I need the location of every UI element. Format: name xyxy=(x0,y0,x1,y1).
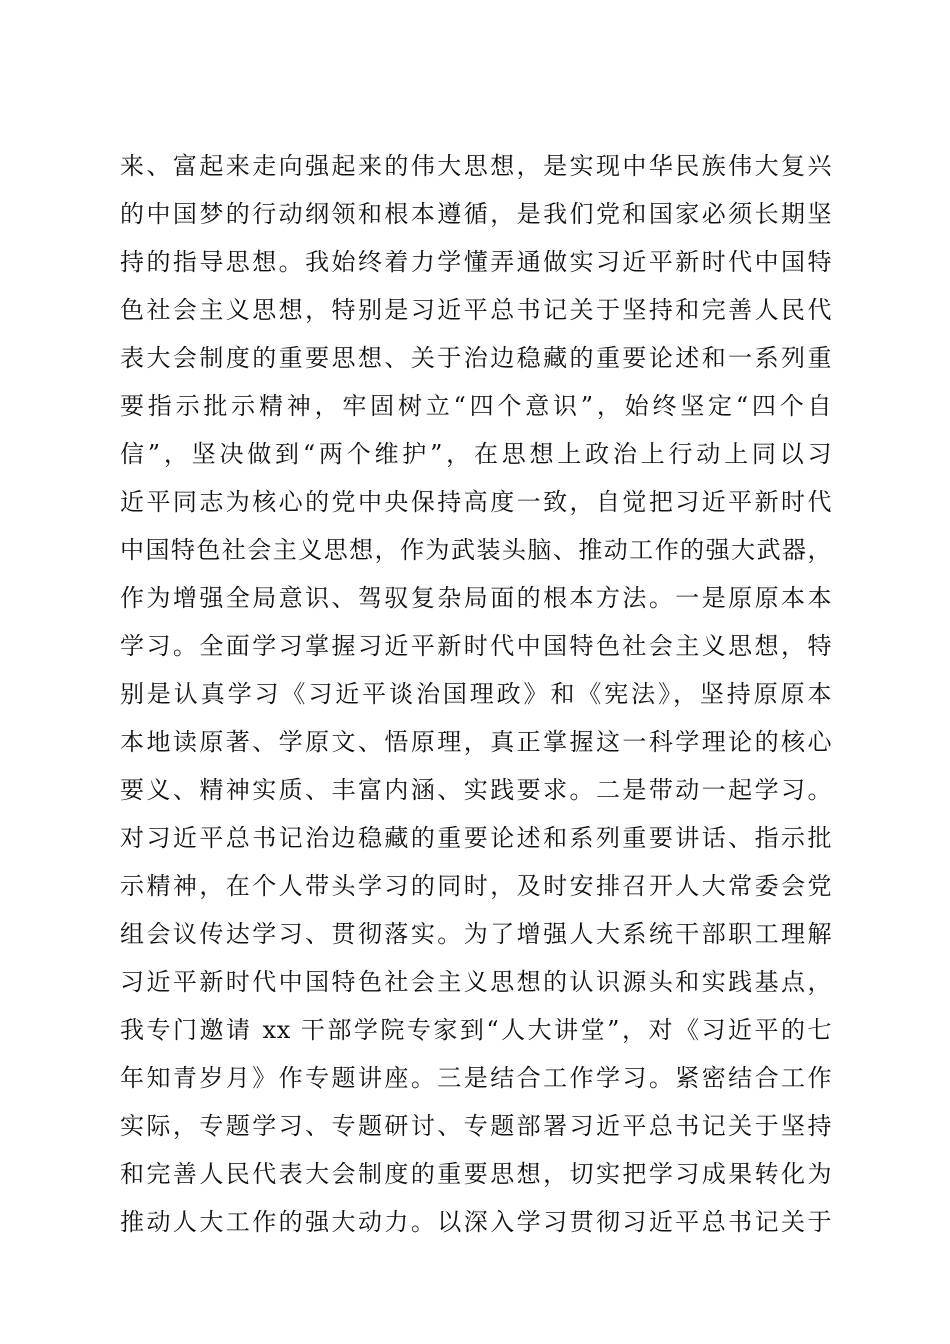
text-line: 实际，专题学习、专题研讨、专题部署习近平总书记关于坚持 xyxy=(120,1112,832,1140)
text-line: 学习。全面学习掌握习近平新时代中国特色社会主义思想，特 xyxy=(120,632,832,660)
text-line: 我专门邀请 xx 干部学院专家到“人大讲堂”，对《习近平的七 xyxy=(120,1016,832,1044)
text-line: 的中国梦的行动纲领和根本遵循，是我们党和国家必须长期坚 xyxy=(120,200,832,228)
text-line: 推动人大工作的强大动力。以深入学习贯彻习近平总书记关于 xyxy=(120,1208,832,1236)
text-line: 色社会主义思想，特别是习近平总书记关于坚持和完善人民代 xyxy=(120,296,832,324)
text-line: 和完善人民代表大会制度的重要思想，切实把学习成果转化为 xyxy=(120,1160,832,1188)
text-line: 表大会制度的重要思想、关于治边稳藏的重要论述和一系列重 xyxy=(120,344,832,372)
text-line: 中国特色社会主义思想，作为武装头脑、推动工作的强大武器， xyxy=(120,536,832,564)
text-line: 信”，坚决做到“两个维护”，在思想上政治上行动上同以习 xyxy=(120,440,832,468)
text-line: 本地读原著、学原文、悟原理，真正掌握这一科学理论的核心 xyxy=(120,728,832,756)
text-line: 对习近平总书记治边稳藏的重要论述和系列重要讲话、指示批 xyxy=(120,824,832,852)
text-line: 来、富起来走向强起来的伟大思想，是实现中华民族伟大复兴 xyxy=(120,152,832,180)
text-line: 要义、精神实质、丰富内涵、实践要求。二是带动一起学习。 xyxy=(120,776,832,804)
text-line: 作为增强全局意识、驾驭复杂局面的根本方法。一是原原本本 xyxy=(120,584,832,612)
text-line: 习近平新时代中国特色社会主义思想的认识源头和实践基点， xyxy=(120,968,832,996)
text-line: 持的指导思想。我始终着力学懂弄通做实习近平新时代中国特 xyxy=(120,248,832,276)
text-line: 近平同志为核心的党中央保持高度一致，自觉把习近平新时代 xyxy=(120,488,832,516)
text-line: 示精神，在个人带头学习的同时，及时安排召开人大常委会党 xyxy=(120,872,832,900)
text-line: 别是认真学习《习近平谈治国理政》和《宪法》，坚持原原本 xyxy=(120,680,832,708)
body-text xyxy=(120,142,832,1246)
text-line: 要指示批示精神，牢固树立“四个意识”，始终坚定“四个自 xyxy=(120,392,832,420)
text-line: 组会议传达学习、贯彻落实。为了增强人大系统干部职工理解 xyxy=(120,920,832,948)
text-line: 年知青岁月》作专题讲座。三是结合工作学习。紧密结合工作 xyxy=(120,1064,832,1092)
